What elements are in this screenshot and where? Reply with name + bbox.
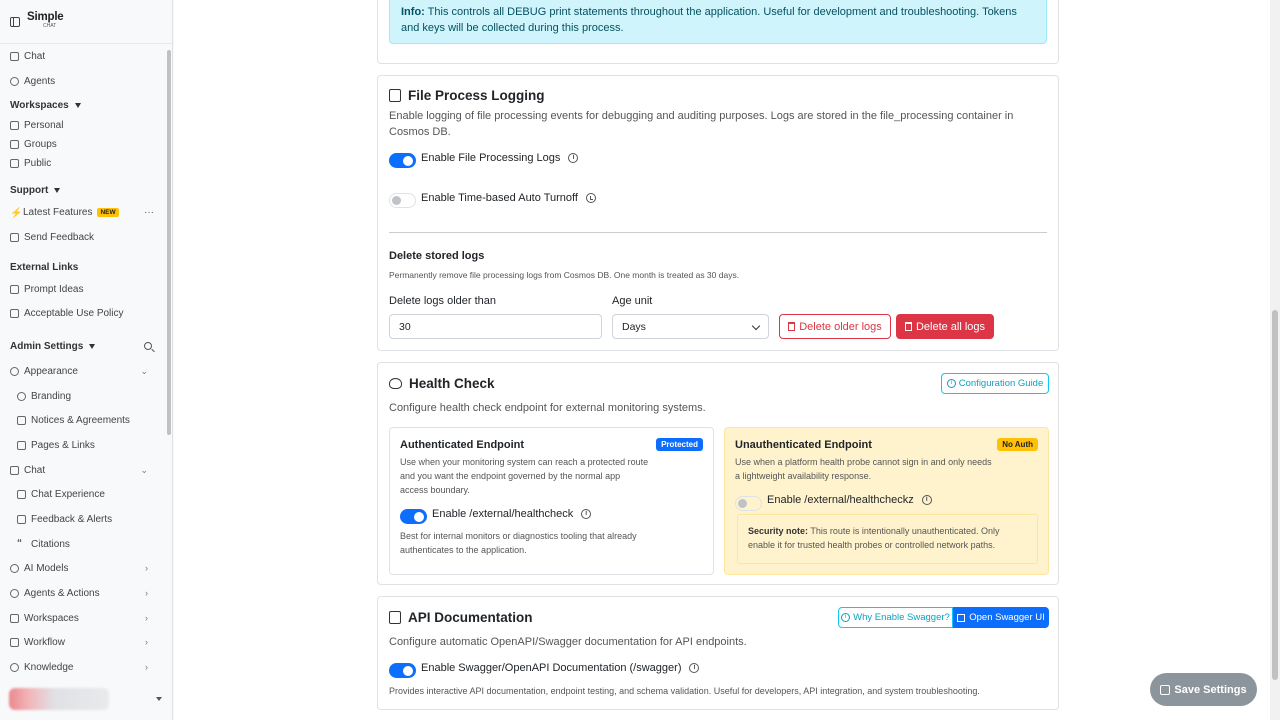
save-settings-button[interactable]: Save Settings xyxy=(1150,673,1257,706)
security-note: Security note: This route is intentionally unauthenticated. Only enable it for trusted health probes or controlled network paths. xyxy=(737,514,1038,564)
file-logging-toggle-label: Enable File Processing Logs i xyxy=(421,152,578,164)
robot-icon xyxy=(10,77,19,86)
age-unit-select[interactable]: Days xyxy=(612,314,769,339)
healthcheckz-toggle-label: Enable /external/healthcheckz i xyxy=(767,494,932,506)
chevron-right-icon: › xyxy=(145,637,148,647)
sidebar-item-chat[interactable]: Chat xyxy=(10,47,156,65)
caret-down-icon xyxy=(89,344,95,349)
new-badge: NEW xyxy=(97,208,118,217)
file-logging-title: File Process Logging xyxy=(389,88,545,103)
delete-logs-description: Permanently remove file processing logs from Cosmos DB. One month is treated as 30 days. xyxy=(389,270,740,280)
chevron-down-icon xyxy=(752,322,760,330)
chevron-down-icon: ⌄ xyxy=(140,464,148,475)
lightning-icon: ⚡ xyxy=(10,207,23,219)
debug-info-alert: Info: This controls all DEBUG print statements throughout the application. Useful for development and troubleshooting. Tokens and keys will be collected during this process. xyxy=(389,0,1047,44)
chevron-right-icon: › xyxy=(145,563,148,573)
sidebar-item-appearance[interactable]: Appearance ⌄ xyxy=(10,362,156,380)
external-link-icon xyxy=(10,285,19,294)
swagger-toggle[interactable] xyxy=(389,663,416,678)
sidebar-toggle-icon[interactable] xyxy=(10,17,20,27)
older-than-input[interactable]: 30 xyxy=(389,314,602,339)
info-icon[interactable]: i xyxy=(922,495,932,505)
auth-endpoint-title: Authenticated Endpoint xyxy=(400,439,525,451)
sidebar-item-acceptable-use[interactable]: Acceptable Use Policy xyxy=(10,304,156,322)
sidebar xyxy=(0,0,173,720)
chevron-down-icon: ⌄ xyxy=(140,365,148,376)
info-icon[interactable]: i xyxy=(581,509,591,519)
open-swagger-ui-button[interactable]: Open Swagger UI xyxy=(953,607,1049,628)
sidebar-item-chat-settings[interactable]: Chat ⌄ xyxy=(10,461,156,479)
sidebar-item-personal[interactable]: Personal xyxy=(10,116,156,134)
debug-settings-card xyxy=(377,0,1059,64)
chevron-right-icon: › xyxy=(145,613,148,623)
palette-icon xyxy=(17,392,26,401)
save-icon xyxy=(1160,685,1170,695)
folder-icon xyxy=(10,140,19,149)
sidebar-item-public[interactable]: Public xyxy=(10,154,156,172)
older-than-label: Delete logs older than xyxy=(389,295,497,307)
api-documentation-card xyxy=(377,596,1059,710)
file-process-logging-card xyxy=(377,75,1059,351)
sidebar-section-support[interactable]: Support xyxy=(10,181,156,199)
trash-icon xyxy=(905,322,912,331)
megaphone-icon xyxy=(17,416,26,425)
unauthenticated-endpoint-card xyxy=(724,427,1049,575)
sidebar-item-notices[interactable]: Notices & Agreements xyxy=(17,411,156,429)
external-link-icon xyxy=(957,614,965,622)
divider xyxy=(389,232,1047,233)
authenticated-endpoint-card xyxy=(389,427,714,575)
sidebar-item-branding[interactable]: Branding xyxy=(17,387,156,405)
sidebar-item-ai-models[interactable]: AI Models › xyxy=(10,559,156,577)
info-icon: i xyxy=(841,613,850,622)
caret-down-icon xyxy=(156,697,162,701)
sidebar-item-groups[interactable]: Groups xyxy=(10,135,156,153)
search-icon[interactable] xyxy=(144,342,152,350)
file-logging-toggle[interactable] xyxy=(389,153,416,168)
sidebar-item-knowledge[interactable]: Knowledge › xyxy=(10,658,156,676)
robot-icon xyxy=(10,589,19,598)
health-check-card xyxy=(377,362,1059,585)
info-icon[interactable]: i xyxy=(689,663,699,673)
delete-older-logs-button[interactable]: Delete older logs xyxy=(779,314,891,339)
main-scrollbar[interactable] xyxy=(1270,0,1280,720)
sidebar-item-agents[interactable]: Agents xyxy=(10,72,156,90)
sidebar-scrollbar[interactable] xyxy=(167,50,171,435)
file-icon xyxy=(389,89,401,102)
delete-all-logs-button[interactable]: Delete all logs xyxy=(896,314,994,339)
folder-icon xyxy=(10,121,19,130)
why-enable-swagger-button[interactable]: i Why Enable Swagger? xyxy=(838,607,953,628)
brand-header xyxy=(0,0,172,44)
quote-icon: “ xyxy=(17,537,22,549)
sidebar-item-citations[interactable]: “ Citations xyxy=(17,537,70,550)
sidebar-section-workspaces[interactable]: Workspaces xyxy=(10,96,156,114)
sidebar-item-prompt-ideas[interactable]: Prompt Ideas xyxy=(10,280,156,298)
age-unit-label: Age unit xyxy=(612,295,653,307)
sidebar-section-external-links: External Links xyxy=(10,261,79,273)
scrollbar-thumb[interactable] xyxy=(1272,310,1278,680)
pages-icon xyxy=(17,441,26,450)
main-content xyxy=(174,0,1270,720)
chevron-right-icon: › xyxy=(145,662,148,672)
workflow-icon xyxy=(10,638,19,647)
user-menu[interactable] xyxy=(9,688,164,710)
shield-icon xyxy=(17,515,26,524)
auto-turnoff-label: Enable Time-based Auto Turnoff xyxy=(421,192,596,204)
chat-icon xyxy=(17,490,26,499)
clock-icon[interactable] xyxy=(586,193,596,203)
folder-icon xyxy=(10,159,19,168)
caret-down-icon xyxy=(54,188,60,193)
delete-logs-heading: Delete stored logs xyxy=(389,250,485,262)
external-link-icon xyxy=(10,309,19,318)
health-check-title: Health Check xyxy=(389,376,495,391)
unauth-endpoint-title: Unauthenticated Endpoint xyxy=(735,439,872,451)
auto-turnoff-toggle[interactable] xyxy=(389,193,416,208)
auth-endpoint-note: Best for internal monitors or diagnostics tooling that already authenticates to the application. xyxy=(400,531,637,555)
sidebar-item-feedback-alerts[interactable]: Feedback & Alerts xyxy=(17,510,156,528)
chat-icon xyxy=(10,466,19,475)
search-icon xyxy=(10,663,19,672)
cpu-icon xyxy=(10,564,19,573)
api-docs-note: Provides interactive API documentation, endpoint testing, and schema validation. Useful for developers, API integration, and system troubleshooting. xyxy=(389,686,980,696)
sidebar-item-chat-experience[interactable]: Chat Experience xyxy=(17,485,156,503)
healthcheckz-toggle[interactable] xyxy=(735,496,762,511)
info-icon: i xyxy=(947,379,956,388)
file-code-icon xyxy=(389,611,401,624)
sidebar-item-send-feedback[interactable]: Send Feedback xyxy=(10,228,156,246)
unauth-endpoint-desc: Use when a platform health probe cannot sign in and only needs a lightweight availability response. xyxy=(735,457,992,481)
sidebar-section-admin-settings[interactable]: Admin Settings xyxy=(10,337,156,355)
health-check-description: Configure health check endpoint for external monitoring systems. xyxy=(389,402,706,414)
trash-icon xyxy=(788,322,795,331)
avatar xyxy=(9,688,109,710)
chevron-right-icon: › xyxy=(145,588,148,598)
caret-down-icon xyxy=(75,103,81,108)
more-options-icon[interactable]: ··· xyxy=(144,206,154,218)
auth-endpoint-desc: Use when your monitoring system can reach a protected route and you want the endpoint governed by the normal app access boundary. xyxy=(400,457,649,495)
configuration-guide-button[interactable]: i Configuration Guide xyxy=(941,373,1049,394)
protected-badge: Protected xyxy=(656,438,703,451)
sidebar-item-pages-links[interactable]: Pages & Links xyxy=(17,436,156,454)
healthcheck-toggle-label: Enable /external/healthcheck i xyxy=(432,508,591,520)
swagger-toggle-label: Enable Swagger/OpenAPI Documentation (/swagger) i xyxy=(421,662,699,674)
no-auth-badge: No Auth xyxy=(997,438,1038,451)
file-logging-description: Enable logging of file processing events for debugging and auditing purposes. Logs are stored in the file_processing container in Cosmos DB. xyxy=(389,110,1014,138)
sidebar-item-workspaces-settings[interactable]: Workspaces › xyxy=(10,609,156,627)
info-icon[interactable]: i xyxy=(568,153,578,163)
chat-icon xyxy=(10,52,19,61)
folder-icon xyxy=(10,614,19,623)
sidebar-item-latest-features[interactable]: ⚡ Latest Features NEW ··· xyxy=(10,206,154,219)
heart-pulse-icon xyxy=(389,378,402,389)
api-docs-description: Configure automatic OpenAPI/Swagger documentation for API endpoints. xyxy=(389,636,747,648)
api-docs-title: API Documentation xyxy=(389,610,533,625)
feedback-icon xyxy=(10,233,19,242)
sidebar-item-agents-actions[interactable]: Agents & Actions › xyxy=(10,584,156,602)
palette-icon xyxy=(10,367,19,376)
sidebar-item-workflow[interactable]: Workflow › xyxy=(10,633,156,651)
app-logo[interactable]: Simple CHAT xyxy=(27,11,64,29)
healthcheck-toggle[interactable] xyxy=(400,509,427,524)
